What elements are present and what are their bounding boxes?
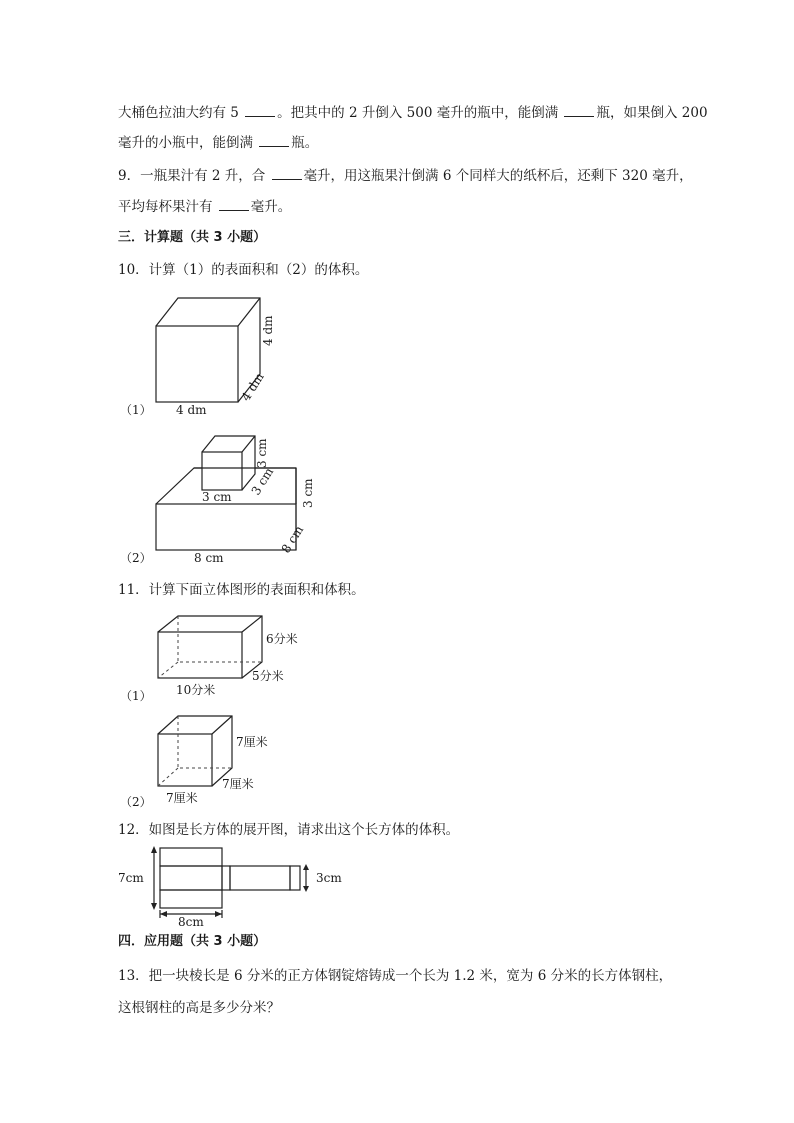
dimension-label: 7厘米 [236,735,268,749]
answer-blank[interactable] [245,102,275,117]
q9-line1: 9．一瓶果汁有 2 升，合 毫升，用这瓶果汁倒满 6 个同样大的纸杯后，还剩下 320 毫升， [118,165,693,186]
dimension-label: 8cm [178,915,204,929]
dimension-label: 4 dm [176,403,207,417]
question-11: 11．计算下面立体图形的表面积和体积。 [118,582,365,598]
dimension-label: 3 cm [255,438,269,468]
q10-figure-1-cube [118,290,318,420]
q10-figure-2-stacked-solids [118,428,348,568]
dimension-label: 6分米 [266,632,298,646]
dimension-label: 10分米 [176,683,216,697]
answer-blank[interactable] [272,165,302,180]
dimension-label: 3 cm [202,490,232,504]
dimension-label: 3cm [316,871,342,885]
answer-blank[interactable] [219,196,249,211]
dimension-label: 8 cm [194,551,224,565]
q8-line1: 大桶色拉油大约有 5 。把其中的 2 升倒入 500 毫升的瓶中，能倒满 瓶，如果倒入 200 [118,102,708,123]
dimension-label: 7cm [118,871,144,885]
fig-index: （1） [120,689,152,703]
q11-figure-1-cuboid [118,610,318,705]
q8-line2: 毫升的小瓶中，能倒满 瓶。 [118,132,318,153]
fig-index: （2） [120,795,152,809]
section-heading: 四．应用题（共 3 小题） [118,934,267,949]
q13-line2: 这根钢柱的高是多少分米？ [118,1000,280,1016]
dimension-label: 7厘米 [166,791,198,805]
dimension-label: 8 cm [278,523,307,556]
section-heading: 三．计算题（共 3 小题） [118,230,267,245]
q12-net-diagram [118,844,378,929]
dimension-label: 4 dm [238,370,267,404]
dimension-label: 5分米 [252,669,284,683]
dimension-label: 7厘米 [222,777,254,791]
answer-blank[interactable] [564,102,594,117]
dimension-label: 4 dm [261,315,275,346]
q11-figure-2-cube [118,712,318,812]
q9-line2: 平均每杯果汁有 毫升。 [118,196,291,217]
q13-line1: 13．把一块棱长是 6 分米的正方体钢锭熔铸成一个长为 1.2 米，宽为 6 分米的长方体钢柱， [118,968,673,984]
answer-blank[interactable] [259,132,289,147]
question-10: 10．计算（1）的表面积和（2）的体积。 [118,262,369,278]
question-12: 12．如图是长方体的展开图，请求出这个长方体的体积。 [118,822,460,838]
fig-index: （2） [120,551,152,565]
fig-index: （1） [120,403,152,417]
dimension-label: 3 cm [248,465,277,498]
dimension-label: 3 cm [301,478,315,508]
